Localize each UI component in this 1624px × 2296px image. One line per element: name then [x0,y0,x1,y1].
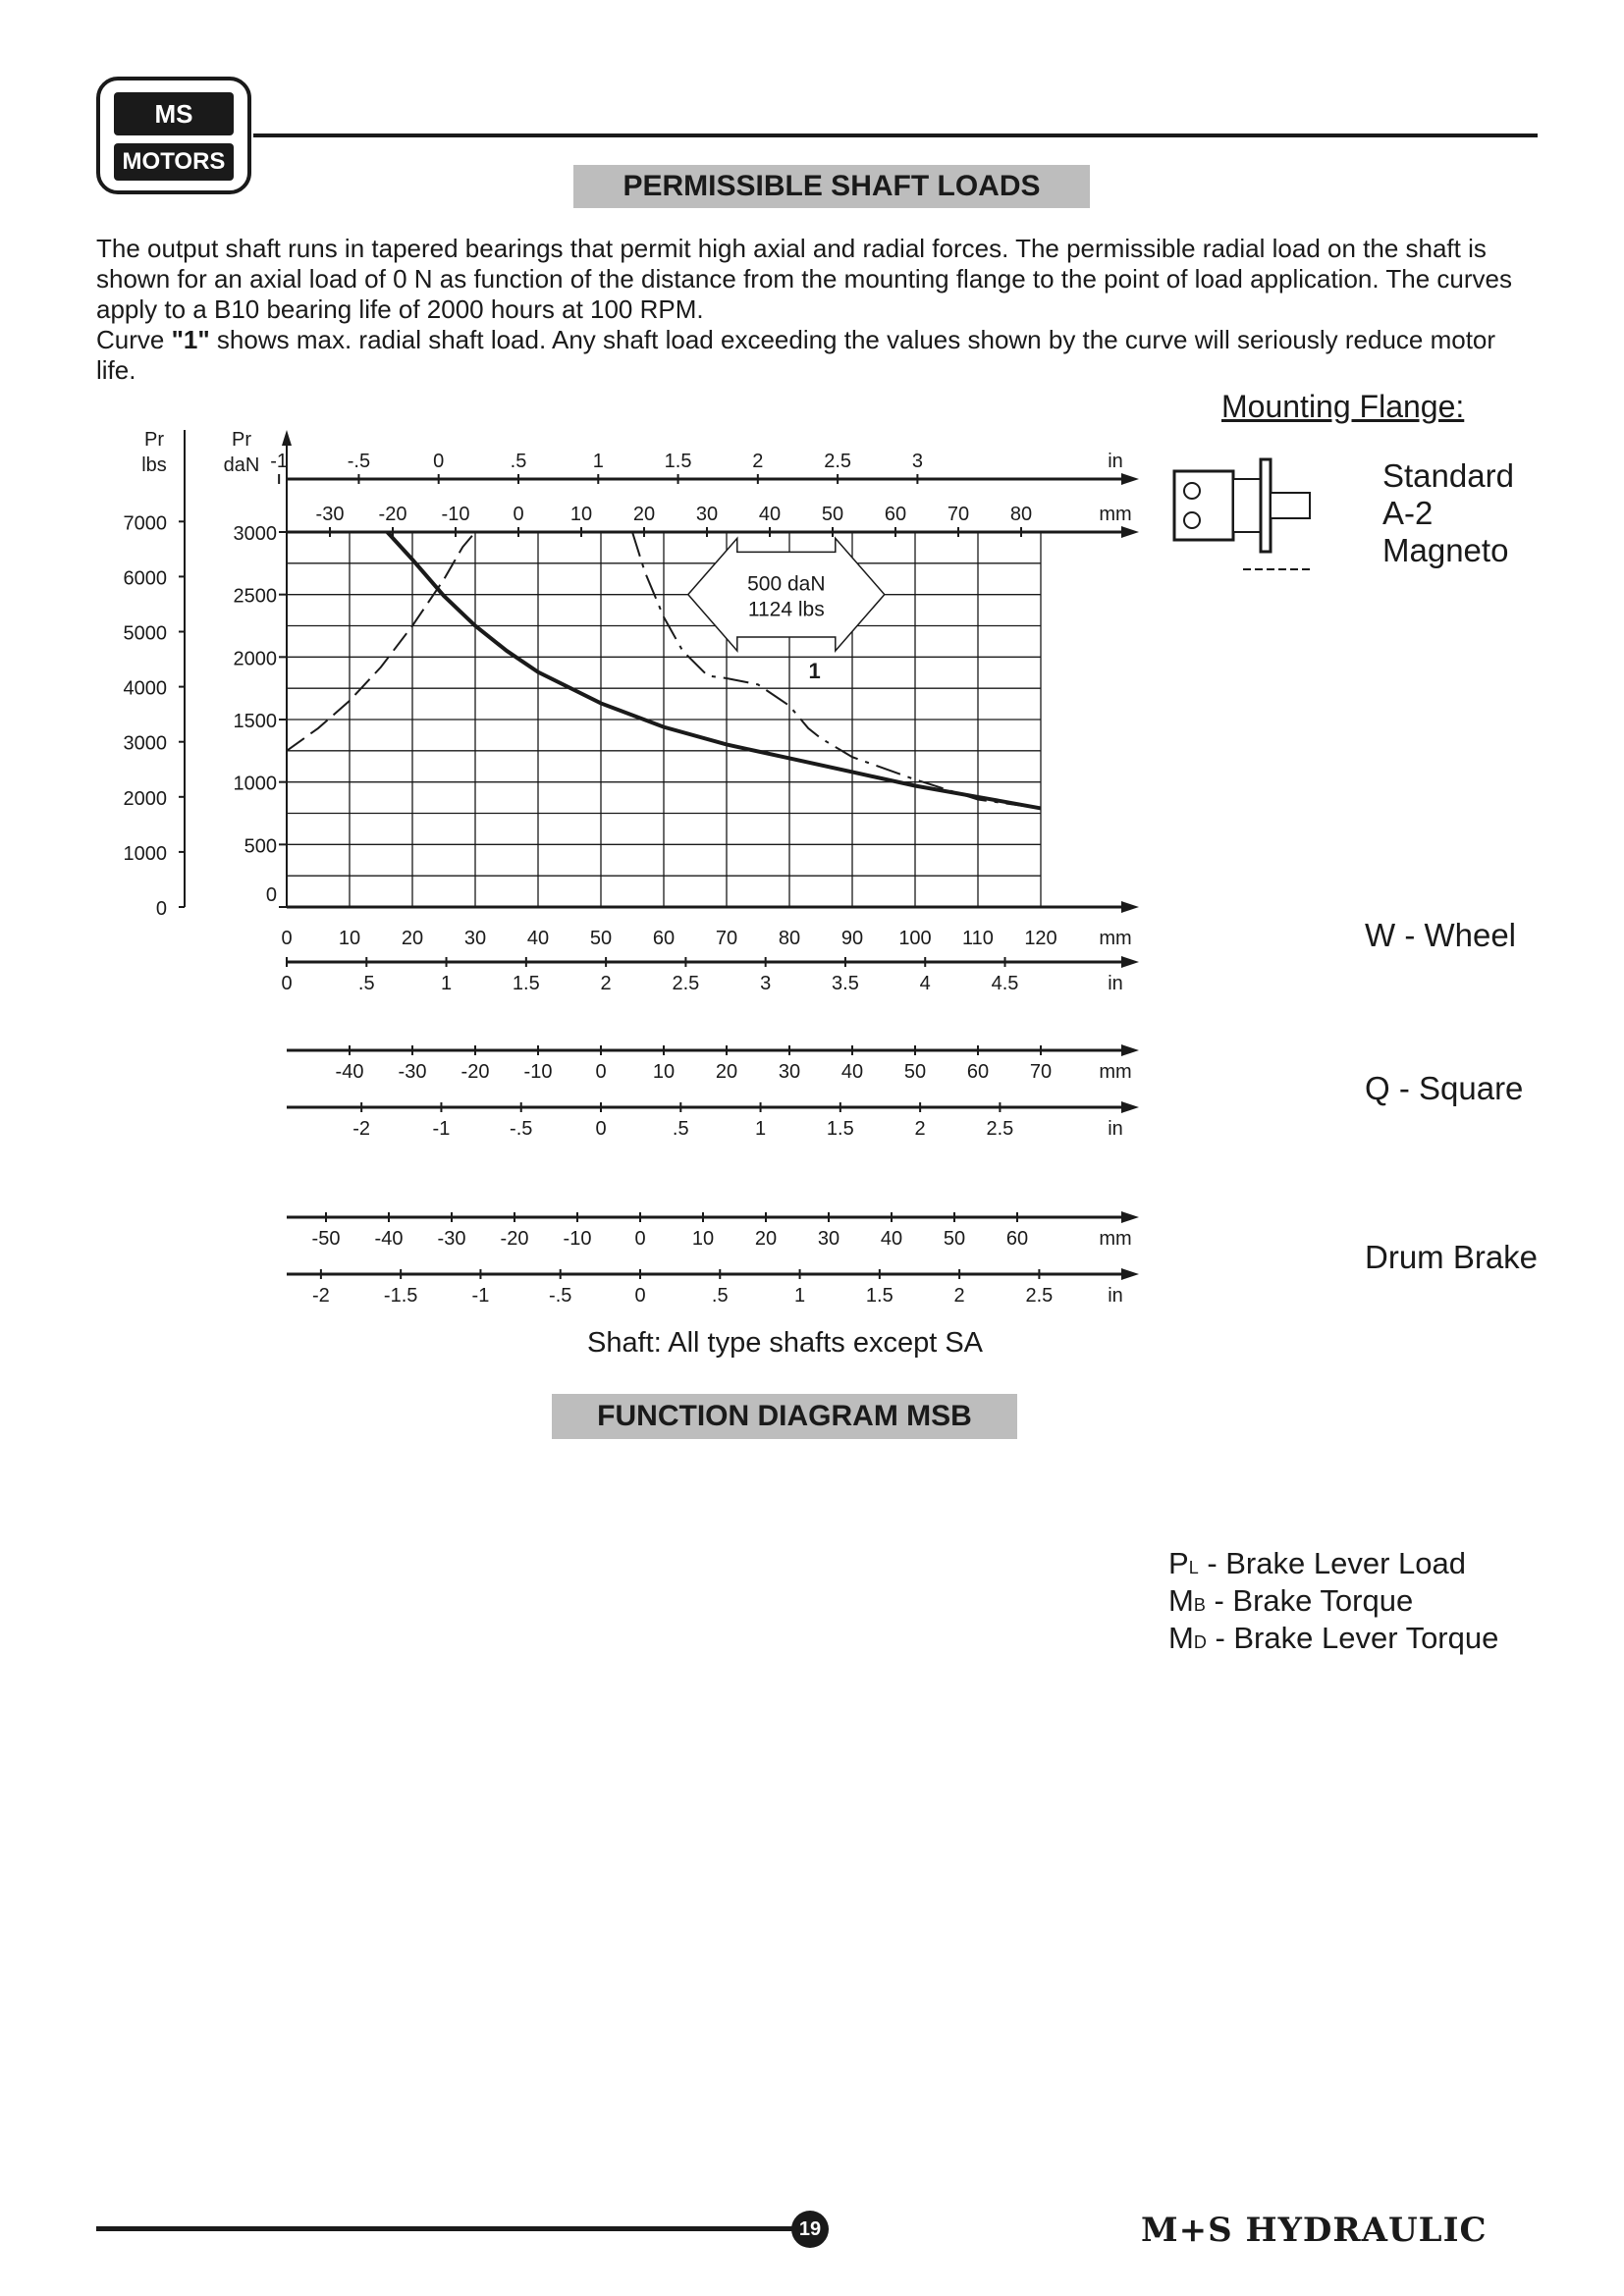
false-tick-label: -30 [398,1061,427,1083]
x-axis-mm-unit: mm [1099,928,1132,949]
legend-md [1168,1622,1498,1659]
legend-mb-symbol: M [1168,1583,1194,1618]
motor-body [1174,471,1233,540]
false-tick-label: 20 [754,1228,778,1250]
top-axis-mm-unit: mm [1099,504,1132,525]
function-diagram-chart [0,1374,1624,2209]
curve-1-label: 1 [808,658,821,683]
top-axis-in-tick-label: 3 [911,451,923,472]
y-lbs-tick-label: 2000 [123,787,167,810]
load-scale-dan: 500 daN [747,572,826,596]
top-axis-mm-tick-label: 40 [758,504,782,525]
y-dan-tick-label: 0 [265,884,277,906]
false-tick-label: -40 [335,1061,364,1083]
false-tick-label: 40 [840,1061,864,1083]
intro-paragraph-1: The output shaft runs in tapered bearings that permit high axial and radial forces. The permissible radial load on the shaft is shown for an axial load of 0 N as function of the distance from the mounting flange to the point of load application. The curves apply to a B10 bearing life of 2000 hours at 100 RPM. [96,234,1512,324]
top-axis-in-unit: in [1108,451,1123,472]
top-axis-mm-tick-label: -10 [441,504,470,525]
top-axis-mm-tick-label: 50 [821,504,844,525]
false-line-head [1121,1101,1139,1113]
legend-mb-sub: B [1193,1595,1206,1615]
flange-drum-label: Drum Brake [1365,1239,1539,1275]
x-axis-mm-tick-label: 70 [715,928,738,949]
top-axis-in-tick-label: -.5 [347,451,371,472]
false-tick-label: 1 [793,1285,806,1307]
y-lbs-tick-label: 0 [155,898,167,920]
y-dan-tick-label: 2500 [233,585,277,608]
top-axis-in-tick-label: 2.5 [824,451,852,472]
flange-standard-line2: A-2 [1382,495,1434,531]
false-tick-label: 2 [914,1118,926,1140]
false-tick-label: 2 [953,1285,965,1307]
page-number: 19 [791,2211,829,2248]
top-axis-in-tick-label: .5 [510,451,527,472]
flange-standard-line1: Standard [1382,457,1514,494]
y-lbs-tick-label: 7000 [123,512,167,535]
y-lbs-tick-label: 6000 [123,567,167,590]
false-tick-label: -.5 [549,1285,572,1307]
top-axis-mm-tick-label: 30 [695,504,719,525]
false-line-head [1121,1044,1139,1056]
false-tick-label: 1.5 [826,1118,854,1140]
y-lbs-tick-label: 1000 [123,842,167,865]
false-line-head [1121,1268,1139,1280]
false-unit: mm [1099,1061,1132,1083]
false-tick-label: 60 [1005,1228,1029,1250]
false-line-head [1121,1211,1139,1223]
false-tick-label: -40 [374,1228,404,1250]
motor-housing [1233,479,1261,532]
x-axis-mm-tick-label: 90 [840,928,864,949]
y-dan-tick-label: 500 [244,835,277,858]
legend-md-text: - Brake Lever Torque [1206,1621,1499,1655]
x-axis-mm-tick-label: 80 [778,928,801,949]
false-tick-label: 0 [595,1061,607,1083]
section-title-function-diagram: FUNCTION DIAGRAM MSB [552,1394,1017,1439]
footer-rule [96,2226,803,2231]
false-tick-label: -1 [471,1285,490,1307]
brand-logo: M+S HYDRAULIC [1141,2211,1488,2250]
false-tick-label: 40 [880,1228,903,1250]
x-axis-mm-tick-label: 0 [281,928,293,949]
y-dan-tick-label: 2000 [233,648,277,670]
legend-mb-text: - Brake Torque [1205,1583,1414,1618]
top-axis-in-tick-label: 2 [752,451,764,472]
legend-pl-symbol: P [1168,1546,1189,1580]
x-axis-mm-tick-label: 60 [652,928,676,949]
false-tick-label: 50 [943,1228,966,1250]
x-axis-in-tick-label: 3 [760,973,772,994]
top-axis-mm-tick-label: 20 [632,504,656,525]
false-tick-label: .5 [711,1285,729,1307]
false-tick-label: 2.5 [1025,1285,1054,1307]
x-axis-mm-tick-label: 50 [589,928,613,949]
top-axis-in-tick-label: 1.5 [664,451,692,472]
output-shaft [1271,493,1310,518]
false-tick-label: 10 [691,1228,715,1250]
x-axis-mm-tick-label: 100 [898,928,932,949]
false-tick-label: 50 [903,1061,927,1083]
y-axis-dan-title-1: Pr [232,429,251,451]
top-axis-in-tick-label: 1 [592,451,604,472]
flange-plate [1261,459,1271,552]
y-axis-lbs-title-2: lbs [141,454,167,476]
top-axis-in-line-head [1121,473,1139,485]
top-axis-mm-tick-label: 80 [1009,504,1033,525]
flange-square-label: Q - Square [1365,1070,1524,1106]
x-axis-in-tick-label: 4.5 [991,973,1019,994]
top-axis-mm-tick-label: 70 [947,504,970,525]
false-unit: in [1108,1285,1123,1307]
x-axis-in-tick-label: 3.5 [832,973,859,994]
y-axis-dan-title-2: daN [223,454,260,476]
x-axis-mm-line-head [1121,901,1139,913]
legend-md-sub: D [1193,1632,1207,1652]
flange-standard-label [1382,457,1514,569]
x-axis-mm-tick-label: 30 [463,928,487,949]
false-tick-label: 2.5 [986,1118,1014,1140]
false-tick-label: 1 [754,1118,767,1140]
false-tick-label: 10 [652,1061,676,1083]
top-axis-in-tick-label: 0 [433,451,445,472]
top-axis-mm-tick-label: -20 [378,504,407,525]
x-axis-in-tick-label: 1.5 [512,973,540,994]
false-tick-label: -20 [500,1228,529,1250]
x-axis-mm-tick-label: 20 [401,928,424,949]
y-dan-tick-label: 1000 [233,773,277,795]
function-legend [1168,1547,1498,1659]
intro-p2-post: shows max. radial shaft load. Any shaft load exceeding the values shown by the curve will seriously reduce motor life. [96,325,1496,385]
y-lbs-tick-label: 4000 [123,677,167,700]
false-tick-label: 60 [966,1061,990,1083]
x-axis-in-tick-label: 2 [600,973,612,994]
false-tick-label: -2 [311,1285,330,1307]
x-axis-mm-tick-label: 40 [526,928,550,949]
x-axis-mm-tick-label: 10 [338,928,361,949]
legend-pl-text: - Brake Lever Load [1198,1546,1466,1580]
false-tick-label: -.5 [510,1118,533,1140]
false-tick-label: 1.5 [865,1285,893,1307]
top-axis-mm-tick-label: 60 [884,504,907,525]
badge-top-label: MS [114,92,234,135]
x-axis-mm-tick-label: 110 [962,928,994,949]
x-axis-in-tick-label: 2.5 [672,973,700,994]
false-tick-label: 70 [1029,1061,1053,1083]
false-tick-label: 0 [634,1285,646,1307]
flange-wheel-label: W - Wheel [1365,917,1517,953]
load-scale-lbs: 1124 lbs [747,598,825,621]
top-axis-mm-line-head [1121,526,1139,538]
false-unit: mm [1099,1228,1132,1250]
y-axis-lbs-title-1: Pr [144,429,164,451]
false-tick-label: -1 [432,1118,451,1140]
false-tick-label: 0 [634,1228,646,1250]
false-tick-label: -30 [437,1228,466,1250]
legend-md-symbol: M [1168,1621,1194,1655]
top-axis-mm-tick-label: 10 [569,504,593,525]
mounting-flange-title: Mounting Flange: [1221,389,1465,424]
intro-p2-pre: Curve [96,325,172,354]
legend-pl-sub: L [1188,1558,1199,1577]
false-tick-label: 30 [778,1061,801,1083]
shaft-note: Shaft: All type shafts except SA [587,1327,983,1359]
top-axis-in-tick-label: -1 [270,451,289,472]
legend-pl [1168,1547,1498,1584]
false-tick-label: 0 [595,1118,607,1140]
intro-p2-bold: "1" [171,325,210,354]
x-axis-mm-tick-label: 120 [1024,928,1057,949]
series-curve-1-line [287,532,475,751]
y-lbs-tick-label: 5000 [123,622,167,645]
false-tick-label: -10 [523,1061,553,1083]
x-axis-in-line-head [1121,956,1139,968]
y-dan-tick-label: 3000 [233,523,277,545]
top-axis-mm-tick-label: -30 [315,504,345,525]
false-tick-label: 30 [817,1228,840,1250]
false-unit: in [1108,1118,1123,1140]
x-axis-in-tick-label: 0 [281,973,293,994]
false-tick-label: 20 [715,1061,738,1083]
y-axis-dan-head [282,430,292,446]
false-tick-label: -2 [352,1118,371,1140]
flange-standard-line3: Magneto [1382,532,1509,568]
badge-bottom-label: MOTORS [114,143,234,181]
false-tick-label: -1.5 [383,1285,418,1307]
motor-standard-icon [1174,459,1312,569]
x-axis-in-tick-label: 4 [919,973,931,994]
false-tick-label: .5 [672,1118,689,1140]
false-tick-label: -50 [311,1228,341,1250]
section-title-shaft-loads: PERMISSIBLE SHAFT LOADS [573,165,1090,208]
x-axis-in-unit: in [1108,973,1123,994]
y-lbs-tick-label: 3000 [123,732,167,755]
false-tick-label: -20 [460,1061,490,1083]
x-axis-in-tick-label: .5 [357,973,375,994]
y-dan-tick-label: 1500 [233,711,277,732]
false-tick-label: -10 [563,1228,592,1250]
top-axis-mm-tick-label: 0 [513,504,524,525]
legend-mb [1168,1584,1498,1622]
x-axis-in-tick-label: 1 [440,973,453,994]
